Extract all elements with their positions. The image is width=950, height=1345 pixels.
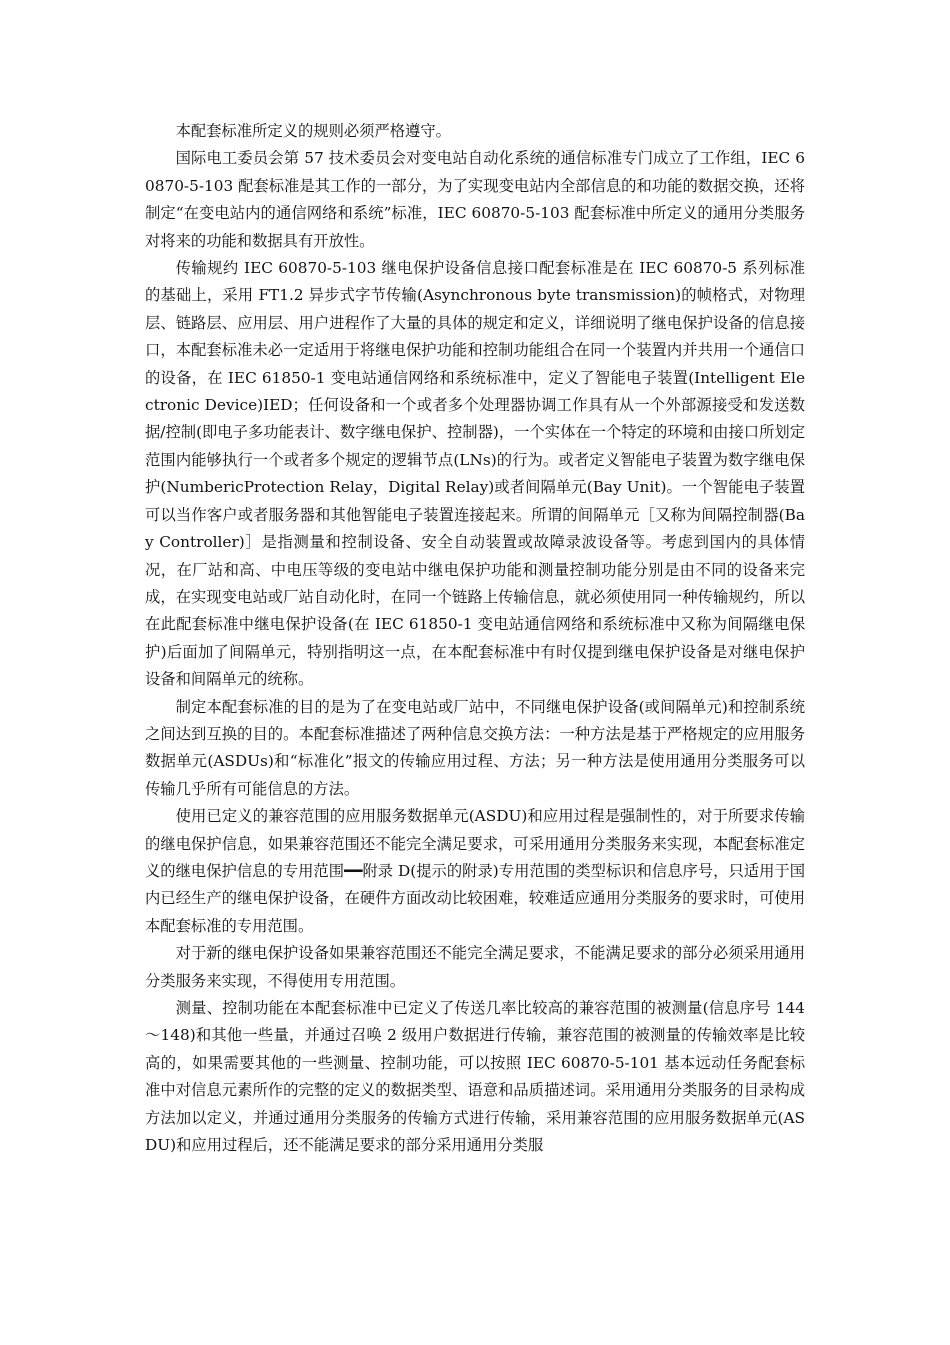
- document-page: [145, 118, 805, 1159]
- paragraph-transmission-protocol: 传输规约 IEC 60870-5-103 继电保护设备信息接口配套标准是在 IEC 60870-5 系列标准的基础上，采用 FT1.2 异步式字节传输(Asynchronous byte transmission)的帧格式，对物理层、链路层、应用层、用户进程作了大量的具体的规定和定义，详细说明了继电保护设备的信息接口，本配套标准未必一定适用于将继电保护功能和控制功能组合在同一个装置内并共用一个通信口的设备，在 IEC 61850-1 变电站通信网络和系统标准中，定义了智能电子装置(Intelligent Electronic Device)IED；任何设备和一个或者多个处理器协调工作具有从一个外部源接受和发送数据/控制(即电子多功能表计、数字继电保护、控制器)，一个实体在一个特定的环境和由接口所划定范围内能够执行一个或者多个规定的逻辑节点(LNs)的行为。或者定义智能电子装置为数字继电保护(NumbericProtection Relay，Digital Relay)或者间隔单元(Bay Unit)。一个智能电子装置可以当作客户或者服务器和其他智能电子装置连接起来。所谓的间隔单元［又称为间隔控制器(Bay Controller)］是指测量和控制设备、安全自动装置或故障录波设备等。考虑到国内的具体情况，在厂站和高、中电压等级的变电站中继电保护功能和测量控制功能分别是由不同的设备来完成，在实现变电站或厂站自动化时，在同一个链路上传输信息，就必须使用同一种传输规约，所以在此配套标准中继电保护设备(在 IEC 61850-1 变电站通信网络和系统标准中又称为间隔继电保护)后面加了间隔单元，特别指明这一点，在本配套标准中有时仅提到继电保护设备是对继电保护设备和间隔单元的统称。: [145, 259, 805, 689]
- paragraph-iec-working-group: 国际电工委员会第 57 技术委员会对变电站自动化系统的通信标准专门成立了工作组，IEC 60870-5-103 配套标准是其工作的一部分，为了实现变电站内全部信息的和功能的数据交换，还将制定“在变电站内的通信网络和系统”标准，IEC 60870-5-103 配套标准中所定义的通用分类服务对将来的功能和数据具有开放性。: [145, 149, 805, 250]
- paragraph-rules: 本配套标准所定义的规则必须严格遵守。: [175, 122, 451, 140]
- paragraph-compatible-range: 使用已定义的兼容范围的应用服务数据单元(ASDU)和应用过程是强制性的，对于所要求传输的继电保护信息，如果兼容范围还不能完全满足要求，可采用通用分类服务来实现，本配套标准定义的继电保护信息的专用范围━━附录 D(提示的附录)专用范围的类型标识和信息序号，只适用于国内已经生产的继电保护设备，在硬件方面改动比较困难，较难适应通用分类服务的要求时，可使用本配套标准的专用范围。: [145, 807, 805, 935]
- paragraph-measurement-control: 测量、控制功能在本配套标准中已定义了传送几率比较高的兼容范围的被测量(信息序号 144～148)和其他一些量，并通过召唤 2 级用户数据进行传输，兼容范围的被测量的传输效率是比较高的，如果需要其他的一些测量、控制功能，可以按照 IEC 60870-5-101 基本远动任务配套标准中对信息元素所作的完整的定义的数据类型、语意和品质描述词。采用通用分类服务的目录构成方法加以定义，并通过通用分类服务的传输方式进行传输，采用兼容范围的应用服务数据单元(ASDU)和应用过程后，还不能满足要求的部分采用通用分类服: [145, 999, 805, 1155]
- paragraph-new-devices: 对于新的继电保护设备如果兼容范围还不能完全满足要求，不能满足要求的部分必须采用通用分类服务来实现，不得使用专用范围。: [145, 944, 805, 990]
- paragraph-purpose: 制定本配套标准的目的是为了在变电站或厂站中，不同继电保护设备(或间隔单元)和控制系统之间达到互换的目的。本配套标准描述了两种信息交换方法：一种方法是基于严格规定的应用服务数据单元(ASDUs)和“标准化”报文的传输应用过程、方法；另一种方法是使用通用分类服务可以传输几乎所有可能信息的方法。: [145, 697, 805, 798]
